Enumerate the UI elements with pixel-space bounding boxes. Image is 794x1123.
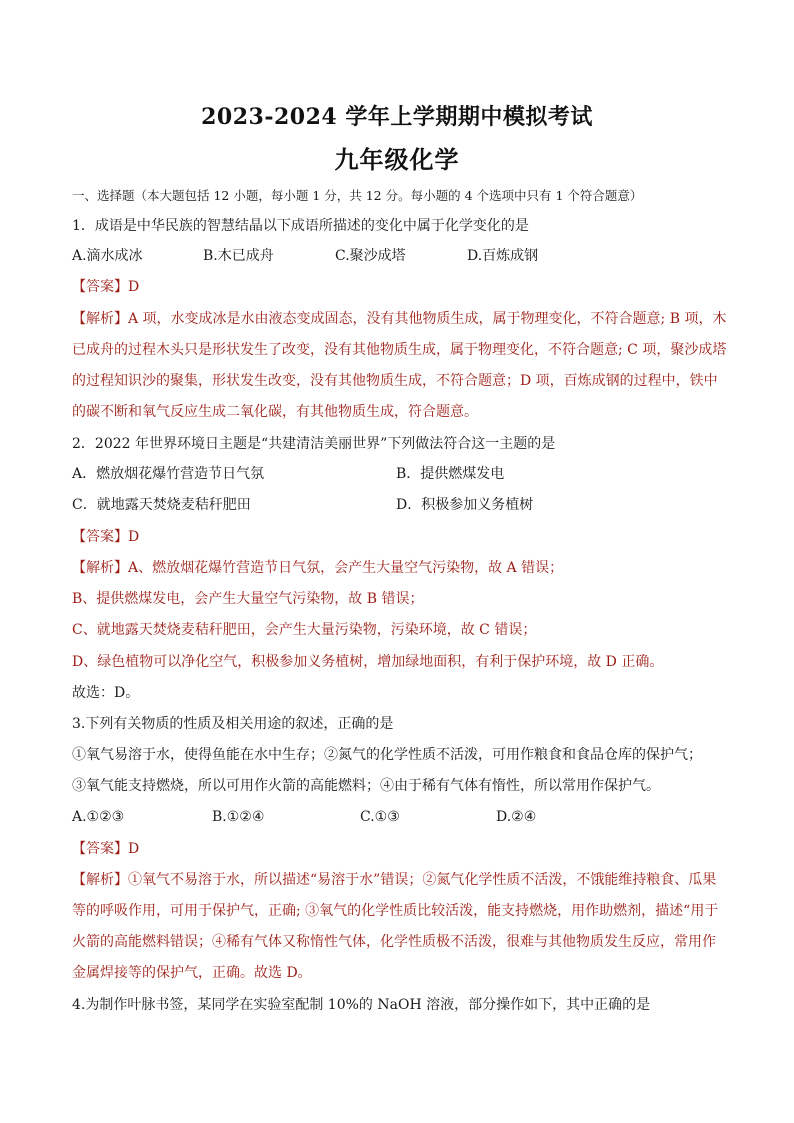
q2-conclusion: 故选：D。	[72, 685, 140, 701]
q1-analysis-line: 的过程知识沙的聚集，形状发生改变，没有其他物质生成，不符合题意；D 项，百炼成钢的过程中，铁中	[72, 373, 718, 389]
q2-answer	[72, 527, 732, 547]
q3-option-c: C.①③	[360, 809, 400, 825]
answer-label: 【答案】	[72, 529, 128, 545]
analysis-label: 【解析】	[72, 872, 128, 888]
q3-stem: 3.下列有关物质的性质及相关用途的叙述，正确的是	[72, 716, 394, 732]
q3-analysis-line: 火箭的高能燃料错误；④稀有气体又称惰性气体，化学性质极不活泼，很难与其他物质发生反应，常用作	[72, 934, 716, 950]
q2-analysis-line: C、就地露天焚烧麦秸秆肥田，会产生大量污染物，污染环境，故 C 错误；	[72, 622, 537, 638]
analysis-text: A、燃放烟花爆竹营造节日气氛，会产生大量空气污染物，故 A 错误；	[128, 560, 564, 576]
q2-stem: 2．2022 年世界环境日主题是“共建清洁美丽世界”下列做法符合这一主题的是	[72, 436, 556, 452]
analysis-label: 【解析】	[72, 311, 128, 327]
q3-analysis-line: 金属焊接等的保护气，正确。故选 D。	[72, 965, 312, 981]
answer-value: D	[128, 529, 140, 545]
analysis-text: A 项，水变成冰是水由液态变成固态，没有其他物质生成，属于物理变化，不符合题意; B 项，木	[128, 311, 727, 327]
q2-option-b: B．提供燃煤发电	[396, 466, 505, 482]
q3-option-d: D.②④	[496, 809, 537, 825]
analysis-label: 【解析】	[72, 560, 128, 576]
q3-answer	[72, 839, 732, 859]
answer-label: 【答案】	[72, 279, 128, 295]
q3-statement: ③氧气能支持燃烧，所以可用作火箭的高能燃料；④由于稀有气体有惰性，所以常用作保护气。	[72, 778, 660, 794]
q1-analysis-line	[72, 309, 732, 329]
exam-subtitle: 九年级化学	[334, 145, 460, 174]
analysis-text: ①氧气不易溶于水，所以描述“易溶于水”错误；②氮气化学性质不活泼，不饿能维持粮食、瓜果	[128, 872, 717, 888]
section-heading: 一、选择题（本大题包括 12 小题，每小题 1 分，共 12 分。每小题的 4 个选项中只有 1 个符合题意）	[72, 188, 643, 203]
q2-analysis-line: B、提供燃煤发电，会产生大量空气污染物，故 B 错误；	[72, 591, 424, 607]
q1-stem: 1．成语是中华民族的智慧结晶以下成语所描述的变化中属于化学变化的是	[72, 218, 529, 234]
q1-option-a: A.滴水成冰	[72, 248, 143, 264]
q2-option-a: A．燃放烟花爆竹营造节日气氛	[72, 466, 265, 482]
exam-title: 2023-2024 学年上学期期中模拟考试	[201, 104, 593, 130]
q2-option-c: C．就地露天焚烧麦秸秆肥田	[72, 497, 251, 513]
q1-analysis-line: 的碳不断和氧气反应生成二氧化碳，有其他物质生成，符合题意。	[72, 404, 478, 420]
q1-option-d: D.百炼成钢	[467, 248, 539, 264]
q1-answer	[72, 277, 732, 297]
q1-option-b: B.木已成舟	[203, 248, 274, 264]
answer-label: 【答案】	[72, 841, 128, 857]
answer-value: D	[128, 841, 140, 857]
q1-option-c: C.聚沙成塔	[335, 248, 406, 264]
q2-analysis-line	[72, 558, 732, 578]
answer-value: D	[128, 279, 140, 295]
q4-stem: 4.为制作叶脉书签，某同学在实验室配制 10%的 NaOH 溶液，部分操作如下，其中正确的是	[72, 997, 651, 1013]
q3-statement: ①氧气易溶于水，使得鱼能在水中生存；②氮气的化学性质不活泼，可用作粮食和食品仓库的保护气；	[72, 747, 702, 763]
q2-analysis-line: D、绿色植物可以净化空气，积极参加义务植树，增加绿地面积，有利于保护环境，故 D 正确。	[72, 654, 664, 670]
q1-analysis-line: 已成舟的过程木头只是形状发生了改变，没有其他物质生成，属于物理变化，不符合题意; C 项，聚沙成塔	[72, 342, 727, 358]
q3-option-a: A.①②③	[72, 809, 125, 825]
q3-option-b: B.①②④	[212, 809, 265, 825]
q3-analysis-line	[72, 870, 732, 890]
q3-analysis-line: 等的呼吸作用，可用于保护气，正确; ③氧气的化学性质比较活泼，能支持燃烧，用作助燃剂，描述“用于	[72, 903, 719, 919]
q2-option-d: D．积极参加义务植树	[396, 497, 534, 513]
